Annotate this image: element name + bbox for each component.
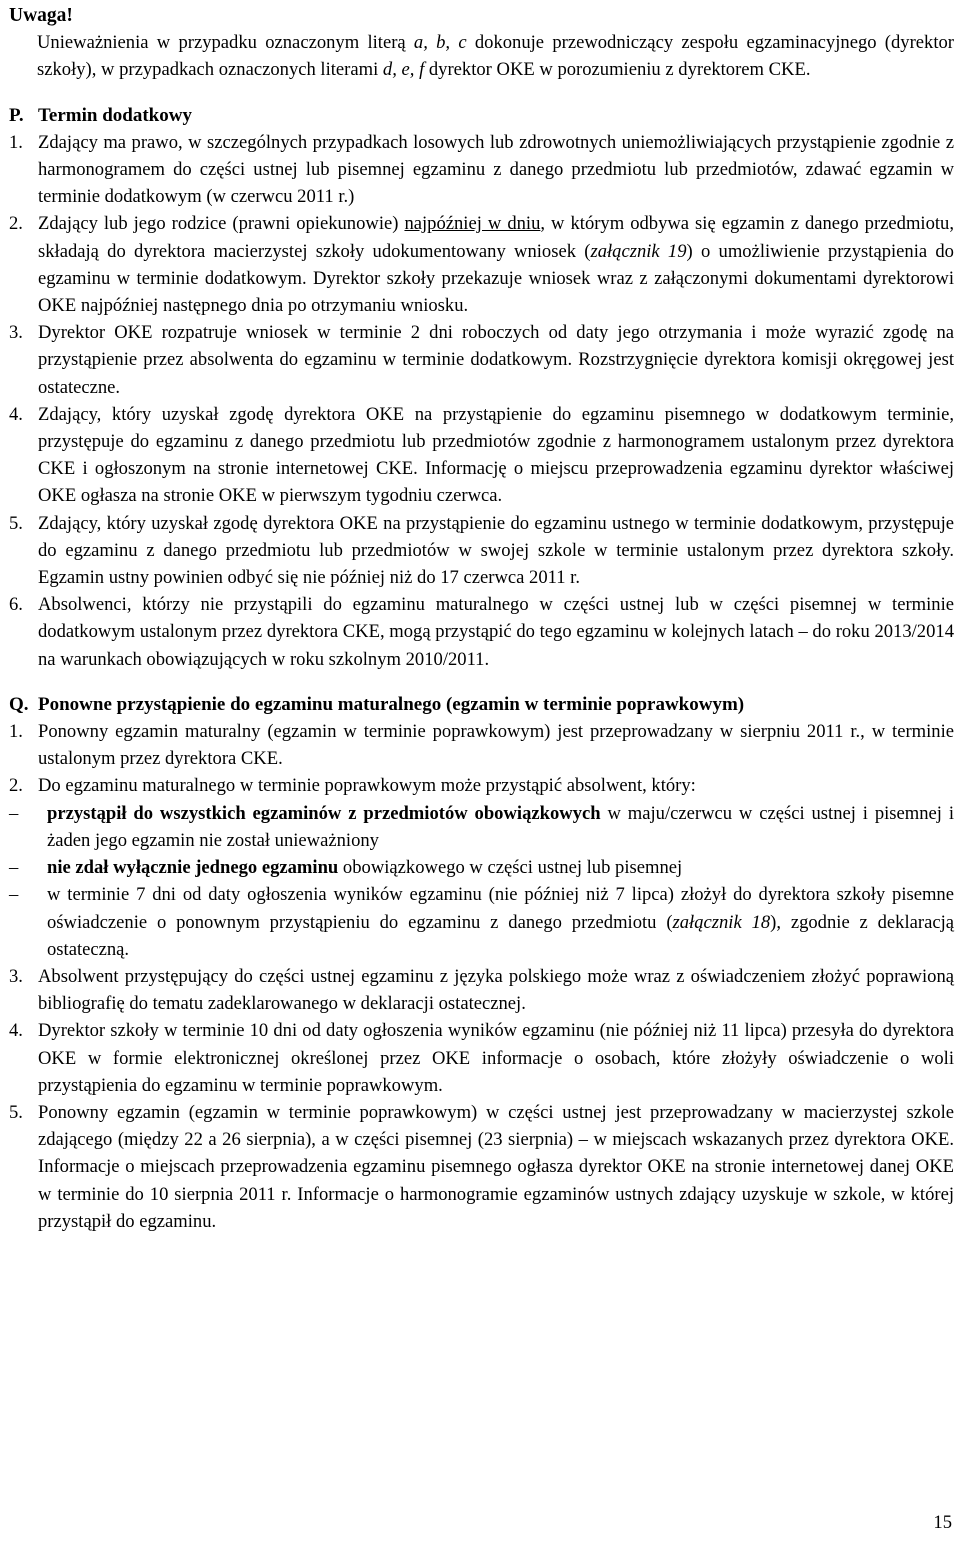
section-p-heading: P. Termin dodatkowy xyxy=(9,104,192,126)
list-item: 4. Dyrektor szkoły w terminie 10 dni od daty ogłoszenia wyników egzaminu (nie później niż 11 lipca) przesyła do dyrektora OKE w formie elektronicznej określonej przez OKE informacje o osobach, które złożyły oświadczenie o woli przystąpienia do egzaminu w terminie poprawkowym. xyxy=(9,1020,954,1096)
list-item: 5. Zdający, który uzyskał zgodę dyrektora OKE na przystąpienie do egzaminu ustnego w terminie dodatkowym, przystępuje do egzaminu z danego przedmiotu lub przedmiotów w swojej szkole w terminie ustalonym przez dyrektora szkoły. Egzamin ustny powinien odbyć się nie później niż do 17 czerwca 2011 r. xyxy=(9,512,954,589)
list-item: 3. Dyrektor OKE rozpatruje wniosek w terminie 2 dni roboczych od daty jego otrzymania i może wyrazić zgodę na przystąpienie przez absolwenta do egzaminu w terminie dodatkowym. Rozstrzygnięcie dyrektora komisji okręgowej jest ostateczne. xyxy=(9,322,954,398)
section-p-list xyxy=(9,129,954,673)
uwaga-heading: Uwaga! xyxy=(9,5,73,26)
dash-list xyxy=(9,800,954,963)
section-q-heading: Q. Ponowne przystąpienie do egzaminu maturalnego (egzamin w terminie poprawkowym) xyxy=(9,693,745,715)
page-number: 15 xyxy=(933,1512,952,1533)
uwaga-paragraph: Unieważnienia w przypadku oznaczonym literą a, b, c dokonuje przewodniczący zespołu egzaminacyjnego (dyrektor szkoły), w przypadkach oznaczonych literami d, e, f dyrektor OKE w porozumieniu z dyrektorem CKE. xyxy=(37,32,954,81)
list-item: 3. Absolwent przystępujący do części ustnej egzaminu z języka polskiego może wraz z oświadczeniem złożyć poprawioną bibliografię do tematu zadeklarowanego w deklaracji ostatecznej. xyxy=(9,965,954,1015)
list-item: 1. Zdający ma prawo, w szczególnych przypadkach losowych lub zdrowotnych uniemożliwiających przystąpienie zgodnie z harmonogramem do części ustnej lub pisemnej egzaminu z danego przedmiotu lub przedmiotów, zdawać egzamin w terminie dodatkowym (w czerwcu 2011 r.) xyxy=(9,131,954,208)
list-item: 5. Ponowny egzamin (egzamin w terminie poprawkowym) w części ustnej jest przeprowadzany w macierzystej szkole zdającego (między 22 a 26 sierpnia), a w części pisemnej (23 sierpnia) – w miejscach wskazanych przez dyrektora OKE. Informacje o miejscach przeprowadzenia egzaminu pisemnego ogłasza dyrektor OKE na stronie internetowej danej OKE w terminie do 10 sierpnia 2011 r. Informacje o harmonogramie egzaminów ustnych zdający uzyskuje w szkole, w której przystąpił do egzaminu. xyxy=(9,1101,954,1232)
list-item: 1. Ponowny egzamin maturalny (egzamin w terminie poprawkowym) jest przeprowadzany w sierpniu 2011 r., w terminie ustalonym przez dyrektora CKE. xyxy=(9,721,954,770)
section-q-list xyxy=(9,718,954,1235)
list-item: 2. Do egzaminu maturalnego w terminie poprawkowym może przystąpić absolwent, który: xyxy=(9,775,696,797)
list-item: 2. Zdający lub jego rodzice (prawni opiekunowie) najpóźniej w dniu, w którym odbywa się egzamin z danego przedmiotu, składają do dyrektora macierzystej szkoły udokumentowany wniosek (załącznik 19) o umożliwienie przystąpienia do egzaminu w terminie dodatkowym. Dyrektor szkoły przekazuje wniosek wraz z załączonymi dokumentami dyrektorowi OKE najpóźniej następnego dnia po otrzymaniu wniosku. xyxy=(9,213,954,317)
list-item: 6. Absolwenci, którzy nie przystąpili do egzaminu maturalnego w części ustnej lub w części pisemnej w terminie dodatkowym ustalonym przez dyrektora CKE, mogą przystąpić do tego egzaminu w kolejnych latach – do roku 2013/2014 na warunkach obowiązujących w roku szkolnym 2010/2011. xyxy=(9,594,954,670)
document-page xyxy=(9,0,954,1235)
dash-item: – przystąpił do wszystkich egzaminów z przedmiotów obowiązkowych w maju/czerwcu w części ustnej i pisemnej i żaden jego egzamin nie został unieważniony xyxy=(9,802,955,851)
list-item: 4. Zdający, który uzyskał zgodę dyrektora OKE na przystąpienie do egzaminu pisemnego w dodatkowym terminie, przystępuje do egzaminu z danego przedmiotu lub przedmiotów zgodnie z harmonogramem ustalonym przez dyrektora CKE i ogłoszonym na stronie internetowej CKE. Informację o miejscu przeprowadzenia egzaminu dyrektor właściwej OKE ogłasza na stronie OKE w pierwszym tygodniu czerwca. xyxy=(9,403,954,507)
underlined-deadline: najpóźniej w dniu xyxy=(404,213,541,235)
dash-item: – w terminie 7 dni od daty ogłoszenia wyników egzaminu (nie później niż 7 lipca) złożył do dyrektora szkoły pisemne oświadczenie o ponownym przystąpieniu do egzaminu z danego przedmiotu (załącznik 18), zgodnie z deklaracją ostateczną. xyxy=(9,884,955,960)
dash-item: – nie zdał wyłącznie jednego egzaminu obowiązkowego w części ustnej lub pisemnej xyxy=(9,857,683,879)
